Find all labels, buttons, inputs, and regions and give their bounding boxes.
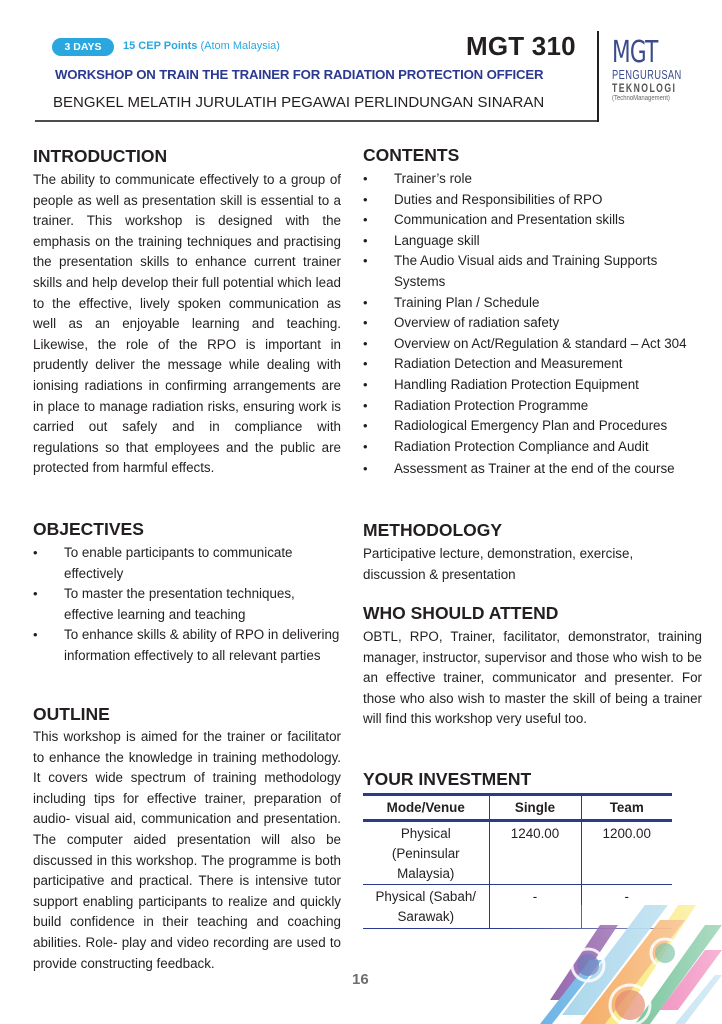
contents-item: • Handling Radiation Protection Equipment: [363, 375, 693, 396]
course-code: MGT 310: [466, 31, 576, 61]
contents-item: • Overview of radiation safety: [363, 313, 693, 334]
duration-badge: 3 DAYS: [52, 38, 114, 56]
methodology-section: [363, 519, 702, 585]
contents-item: • Radiological Emergency Plan and Procedures: [363, 416, 693, 437]
contents-item: • Duties and Responsibilities of RPO: [363, 190, 693, 211]
contents-section: [363, 144, 702, 480]
cep-points-body: (Atom Malaysia): [200, 40, 280, 52]
contents-item: • Radiation Protection Compliance and Audit: [363, 437, 693, 458]
contents-item: • Assessment as Trainer at the end of the course: [363, 459, 693, 480]
logo-line3: (TechnoManagement): [612, 95, 670, 102]
contents-heading: CONTENTS: [363, 145, 460, 165]
cell-mode: Physical (Sabah/ Sarawak): [363, 885, 489, 929]
header-divider: [35, 120, 597, 122]
who-should-attend-heading: WHO SHOULD ATTEND: [363, 603, 559, 623]
logo-line1: PENGURUSAN: [612, 67, 682, 82]
introduction-heading: INTRODUCTION: [33, 146, 168, 166]
column-header-mode: Mode/Venue: [363, 795, 489, 821]
table-header-row: [363, 795, 672, 821]
table-row: [363, 821, 672, 885]
column-header-single: Single: [489, 795, 581, 821]
objectives-list: [33, 543, 341, 667]
course-title-english: WORKSHOP ON TRAIN THE TRAINER FOR RADIATION PROTECTION OFFICER: [55, 67, 544, 82]
objective-item: • To enhance skills & ability of RPO in delivering information effectively to all relevant parties: [33, 625, 341, 666]
contents-list: [363, 169, 693, 480]
page-header: [0, 0, 722, 125]
cell-team: -: [581, 885, 672, 929]
objectives-section: [33, 518, 341, 667]
cell-team: 1200.00: [581, 821, 672, 885]
header-vertical-divider: [597, 31, 599, 122]
contents-item: • Radiation Protection Programme: [363, 396, 693, 417]
logo-line2: TEKNOLOGI: [612, 81, 677, 95]
cell-single: -: [489, 885, 581, 929]
objective-item: • To master the presentation techniques, effective learning and teaching: [33, 584, 341, 625]
cell-single: 1240.00: [489, 821, 581, 885]
contents-item: • Language skill: [363, 231, 693, 252]
contents-item: • Trainer’s role: [363, 169, 693, 190]
decorative-gears-graphic: [500, 905, 722, 1024]
cep-points-value: 15 CEP Points: [123, 40, 198, 52]
outline-section: [33, 703, 341, 974]
who-should-attend-section: [363, 602, 702, 730]
contents-item: • Communication and Presentation skills: [363, 210, 693, 231]
introduction-section: [33, 145, 341, 479]
cep-points: [123, 40, 280, 52]
page-number: 16: [352, 971, 369, 988]
who-should-attend-body: OBTL, RPO, Trainer, facilitator, demonstrator, training manager, instructor, supervisor and those who wish to be an effective trainer, communicator and presenter. For those who also wish to master the skill of being a trainer will find this workshop very useful too.: [363, 629, 702, 727]
introduction-body: The ability to communicate effectively to a group of people as well as presentation skill is essential to a trainer. This workshop is designed with the emphasis on the training techniques and practising the presentation skills to enhance current trainer skills and help develop their full potential which lead to the effective, lively spoken communication as well as an enjoyable learning and teaching. Likewise, the role of the RPO is important in prudently deliver the message while dealing with ionising radiations in confirming arrangements are in place to manage radiation risks, ensuring work is carried out safely and in compliance with regulations so that employees and the public are protected from harmful effects.: [33, 172, 341, 476]
logo-mark: MGT: [612, 35, 658, 70]
contents-item: • Training Plan / Schedule: [363, 293, 693, 314]
methodology-heading: METHODOLOGY: [363, 520, 503, 540]
outline-heading: OUTLINE: [33, 704, 110, 724]
contents-item: • The Audio Visual aids and Training Supports Systems: [363, 251, 693, 292]
methodology-body: Participative lecture, demonstration, exercise, discussion & presentation: [363, 546, 634, 582]
contents-item: • Radiation Detection and Measurement: [363, 354, 693, 375]
cell-mode: Physical (Peninsular Malaysia): [363, 821, 489, 885]
column-header-team: Team: [581, 795, 672, 821]
objective-item: • To enable participants to communicate effectively: [33, 543, 341, 584]
mgt-logo: [612, 35, 712, 103]
objectives-heading: OBJECTIVES: [33, 519, 144, 539]
course-title-malay: BENGKEL MELATIH JURULATIH PEGAWAI PERLINDUNGAN SINARAN: [53, 94, 545, 111]
contents-item: • Overview on Act/Regulation & standard – Act 304: [363, 334, 693, 355]
outline-body: This workshop is aimed for the trainer or facilitator to enhance the knowledge in training methodology. It covers wide spectrum of training methodology including tips for effective trainer, preparation of audio- visual aid, communication and presentation. The computer aided presentation will also be discussed in this workshop. The programme is both participative and practical. There is intensive tutor support enabling participants to realize and quickly build confidence in their teaching and coaching abilities. Role- play and video recording are used to provide constructing feedback.: [33, 729, 341, 971]
investment-heading: YOUR INVESTMENT: [363, 769, 532, 789]
